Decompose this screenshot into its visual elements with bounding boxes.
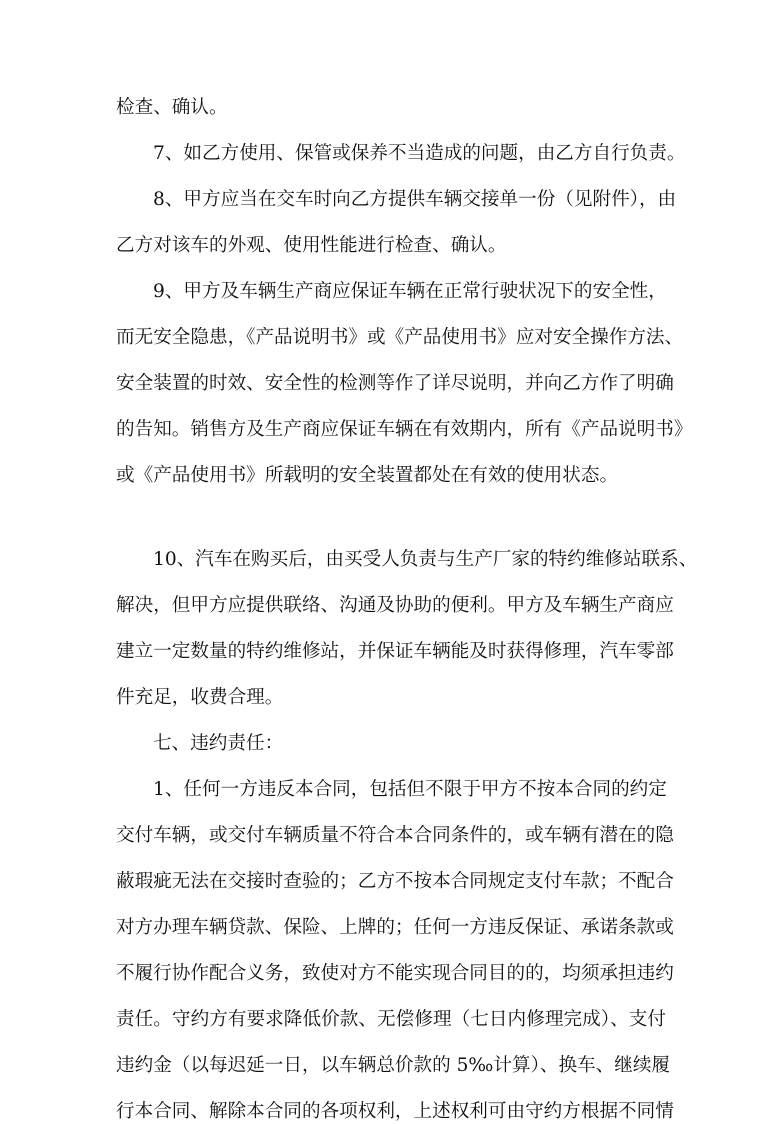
clause-10-line: 解决，但甲方应提供联络、沟通及协助的便利。甲方及车辆生产商应 bbox=[116, 595, 674, 616]
breach-clause-1-line: 行本合同、解除本合同的各项权利，上述权利可由守约方根据不同情 bbox=[116, 1101, 674, 1122]
section-heading-breach-liability: 七、违约责任： bbox=[153, 733, 284, 754]
clause-9-line: 9、甲方及车辆生产商应保证车辆在正常行驶状况下的安全性， bbox=[153, 281, 667, 302]
clause-8-line: 乙方对该车的外观、使用性能进行检查、确认。 bbox=[116, 235, 507, 256]
breach-clause-1-line: 蔽瑕疵无法在交接时查验的；乙方不按本合同规定支付车款；不配合 bbox=[116, 871, 674, 892]
clause-10-line: 件充足，收费合理。 bbox=[116, 687, 284, 708]
breach-clause-1-line: 违约金（以每迟延一日，以车辆总价款的 5‰计算）、换车、继续履 bbox=[116, 1055, 671, 1076]
clause-10-line: 建立一定数量的特约维修站，并保证车辆能及时获得修理，汽车零部 bbox=[116, 641, 674, 662]
breach-clause-1-line: 1、任何一方违反本合同，包括但不限于甲方不按本合同的约定 bbox=[153, 779, 667, 800]
clause-7-line: 7、如乙方使用、保管或保养不当造成的问题，由乙方自行负责。 bbox=[153, 143, 686, 164]
clause-9-line: 安全装置的时效、安全性的检测等作了详尽说明，并向乙方作了明确 bbox=[116, 373, 674, 394]
text-line-continuation: 检查、确认。 bbox=[116, 97, 228, 118]
clause-8-line: 8、甲方应当在交车时向乙方提供车辆交接单一份（见附件），由 bbox=[153, 189, 677, 210]
clause-9-line: 的告知。销售方及生产商应保证车辆在有效期内，所有《产品说明书》 bbox=[116, 419, 693, 440]
clause-9-line: 而无安全隐患，《产品说明书》或《产品使用书》应对安全操作方法、 bbox=[116, 327, 684, 348]
clause-10-line: 10、汽车在购买后，由买受人负责与生产厂家的特约维修站联系、 bbox=[153, 549, 698, 570]
clause-9-line: 或《产品使用书》所载明的安全装置都处在有效的使用状态。 bbox=[116, 465, 619, 486]
breach-clause-1-line: 交付车辆，或交付车辆质量不符合本合同条件的，或车辆有潜在的隐 bbox=[116, 825, 674, 846]
breach-clause-1-line: 责任。守约方有要求降低价款、无偿修理（七日内修理完成）、支付 bbox=[116, 1009, 666, 1030]
breach-clause-1-line: 不履行协作配合义务，致使对方不能实现合同目的的，均须承担违约 bbox=[116, 963, 674, 984]
breach-clause-1-line: 对方办理车辆贷款、保险、上牌的；任何一方违反保证、承诺条款或 bbox=[116, 917, 674, 938]
